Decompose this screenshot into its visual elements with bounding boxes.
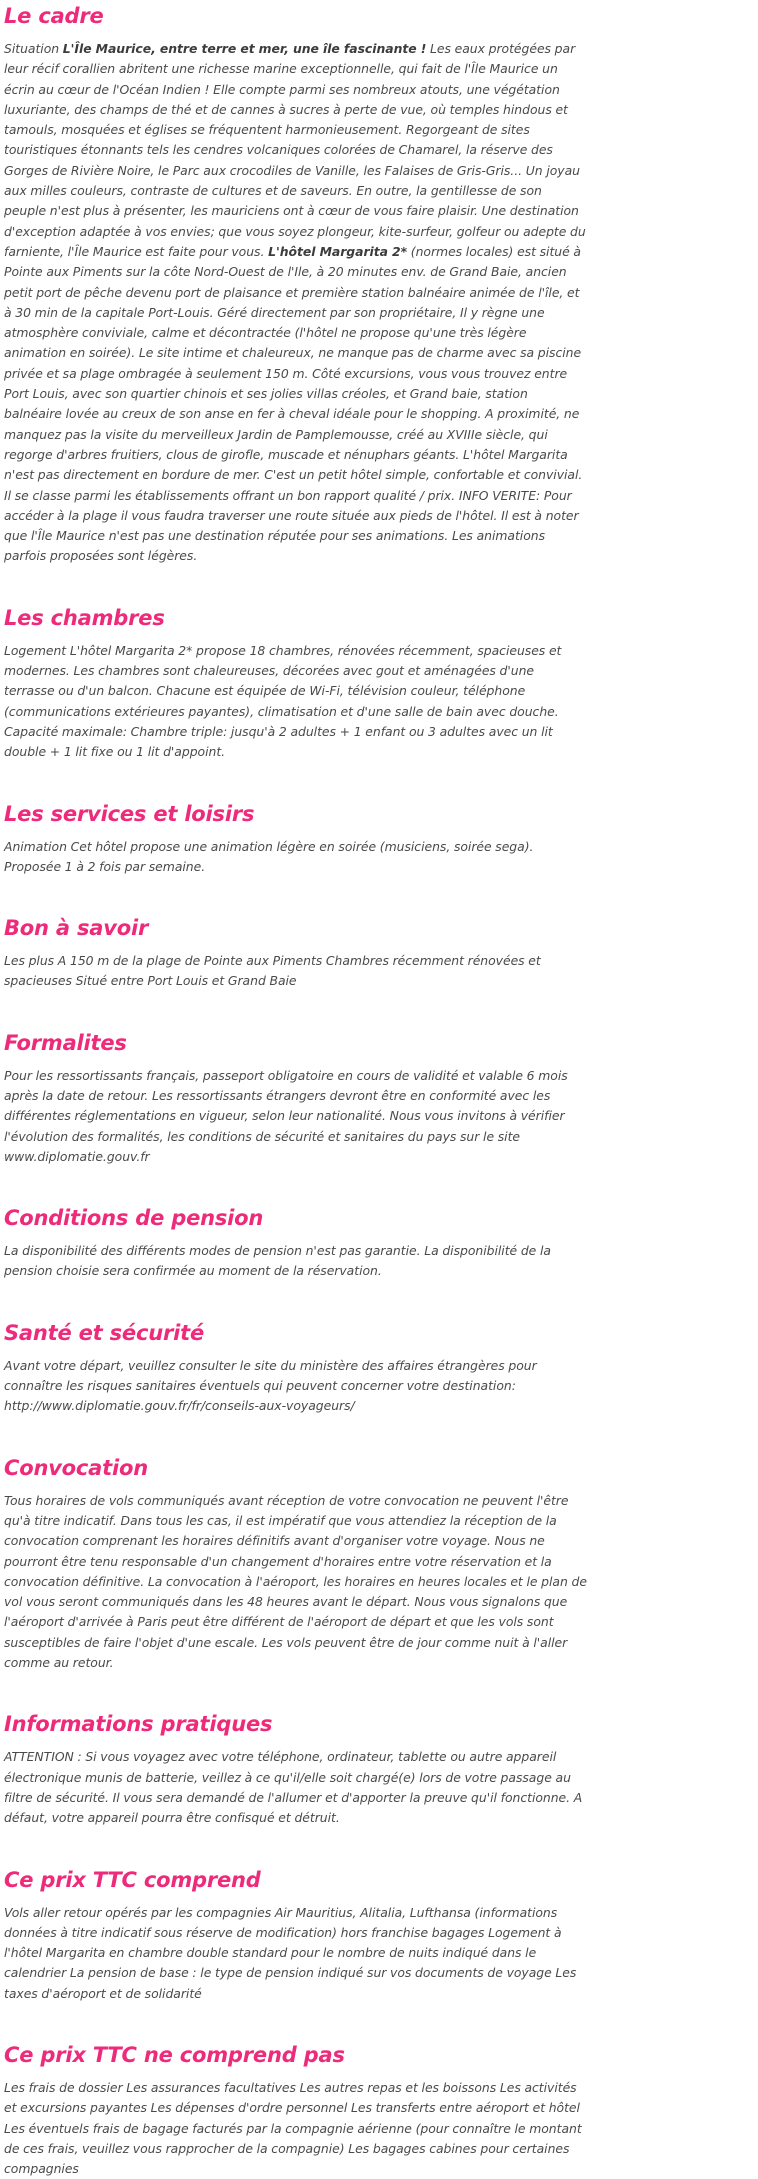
section-bon-a-savoir: [4, 916, 758, 992]
section-sante-et-securite: [4, 1321, 758, 1417]
section-body-convocation: Tous horaires de vols communiqués avant réception de votre convocation ne peuvent l'être qu'à titre indicatif. Dans tous les cas, il est impératif que vous attendiez la réception de la convocation comprenant les horaires définitifs avant d'organiser votre voyage. Nous ne pourront être tenu responsable d'un changement d'horaires entre votre réservation et la convocation définitive. La convocation à l'aéroport, les horaires en heures locales et le plan de vol vous seront communiqués dans les 48 heures avant le départ. Nous vous signalons que l'aéroport d'arrivée à Paris peut être différent de l'aéroport de départ et que les vols sont susceptibles de faire l'objet d'une escale. Les vols peuvent être de jour comme nuit à l'aller comme au retour.: [4, 1492, 587, 1671]
spacer: [4, 992, 758, 1031]
section-title-les-chambres: Les chambres: [4, 605, 165, 630]
spacer: [4, 2004, 758, 2043]
section-formalites: [4, 1031, 758, 1167]
section-body-informations-pratiques: ATTENTION : Si vous voyagez avec votre téléphone, ordinateur, tablette ou autre appareil électronique munis de batterie, veillez à ce qu'il/elle soit chargé(e) lors de votre passage au filtre de sécurité. Il vous sera demandé de l'allumer et d'apporter la preuve qu'il fonctionne. A défaut, votre appareil pourra être confisqué et détruit.: [4, 1749, 583, 1826]
section-title-ce-prix-ttc-ne-comprend-pas: Ce prix TTC ne comprend pas: [4, 2043, 345, 2067]
spacer: [4, 1417, 758, 1456]
section-title-les-services-et-loisirs: Les services et loisirs: [4, 801, 255, 826]
section-le-cadre: [4, 4, 758, 567]
section-convocation: [4, 1456, 758, 1674]
section-title-conditions-de-pension: Conditions de pension: [4, 1206, 264, 1231]
section-body-formalites: Pour les ressortissants français, passeport obligatoire en cours de validité et valable 6 mois après la date de retour. Les ressortissants étrangers devront être en conformité avec les différentes réglementations en vigueur, selon leur nationalité. Nous vous invitons à vérifier l'évolution des formalités, les conditions de sécurité et sanitaires du pays sur le site www.diplomatie.gouv.fr: [4, 1067, 568, 1164]
section-body-les-services-et-loisirs: Animation Cet hôtel propose une animation légère en soirée (musiciens, soirée sega). Proposée 1 à 2 fois par semaine.: [4, 838, 534, 874]
section-title-convocation: Convocation: [4, 1455, 148, 1480]
section-title-le-cadre: Le cadre: [4, 4, 104, 28]
spacer: [4, 1673, 758, 1712]
spacer: [4, 1829, 758, 1868]
section-body-conditions-de-pension: La disponibilité des différents modes de pension n'est pas garantie. La disponibilité de la pension choisie sera confirmée au moment de la réservation.: [4, 1243, 551, 1279]
section-les-services-et-loisirs: [4, 802, 758, 878]
section-body-les-chambres: Logement L'hôtel Margarita 2* propose 18 chambres, rénovées récemment, spacieuses et modernes. Les chambres sont chaleureuses, décorées avec gout et aménagées d'une terrasse ou d'un balcon. Chacune est équipée de Wi-Fi, télévision couleur, téléphone (communications extérieures payantes), climatisation et d'une salle de bain avec douche. Capacité maximale: Chambre triple: jusqu'à 2 adultes + 1 enfant ou 3 adultes avec un lit double + 1 lit fixe ou 1 lit d'appoint.: [4, 642, 562, 760]
section-body-bon-a-savoir: Les plus A 150 m de la plage de Pointe aux Piments Chambres récemment rénovées et spacieuses Situé entre Port Louis et Grand Baie: [4, 953, 541, 989]
section-title-formalites: Formalites: [4, 1030, 127, 1055]
section-title-ce-prix-ttc-comprend: Ce prix TTC comprend: [4, 1867, 261, 1892]
section-body-le-cadre: Situation L'Île Maurice, entre terre et mer, une île fascinante ! Les eaux protégées par leur récif corallien abritent une richesse marine exceptionnelle, qui fait de l'Île Maurice un écrin au cœur de l'Océan Indien ! Elle compte parmi ses nombreux atouts, une végétation luxuriante, des champs de thé et de cannes à sucres à perte de vue, où temples hindous et tamouls, mosquées et églises se fréquentent harmonieusement. Regorgeant de sites touristiques étonnants tels les cendres volcaniques colorées de Chamarel, la réserve des Gorges de Rivière Noire, le Parc aux crocodiles de Vanille, les Falaises de Gris-Gris... Un joyau aux milles couleurs, contraste de cultures et de saveurs. En outre, la gentillesse de son peuple n'est plus à présenter, les mauriciens ont à cœur de vous faire plaisir. Une destination d'exception adaptée à vos envies; que vous soyez plongeur, kite-surfeur, golfeur ou adepte du farniente, l'Île Maurice est faite pour vous. L'hôtel Margarita 2* (normes locales) est situé à Pointe aux Piments sur la côte Nord-Ouest de l'Ile, à 20 minutes env. de Grand Baie, ancien petit port de pêche devenu port de plaisance et première station balnéaire animée de l'île, et à 30 min de la capitale Port-Louis. Géré directement par son propriétaire, Il y règne une atmosphère conviviale, calme et décontractée (l'hôtel ne propose qu'une très légère animation en soirée). Le site intime et chaleureux, ne manque pas de charme avec sa piscine privée et sa plage ombragée à seulement 150 m. Côté excursions, vous vous trouvez entre Port Louis, avec son quartier chinois et ses jolies villas créoles, et Grand baie, station balnéaire lovée au creux de son anse en fer à cheval idéale pour le shopping. A proximité, ne manquez pas la visite du merveilleux Jardin de Pamplemousse, créé au XVIIIe siècle, qui regorge d'arbres fruitiers, clous de girofle, muscade et nénuphars géants. L'hôtel Margarita n'est pas directement en bordure de mer. C'est un petit hôtel simple, confortable et convivial. Il se classe parmi les établissements offrant un bon rapport qualité / prix. INFO VERITE: Pour accéder à la plage il vous faudra traverser une route située aux pieds de l'hôtel. Il est à noter que l'Île Maurice n'est pas une destination réputée pour ses animations. Les animations parfois proposées sont légères.: [4, 41, 586, 564]
section-body-ce-prix-ttc-comprend: Vols aller retour opérés par les compagnies Air Mauritius, Alitalia, Lufthansa (informations données à titre indicatif sous réserve de modification) hors franchise bagages Logement à l'hôtel Margarita en chambre double standard pour le nombre de nuits indiqué dans le calendrier La pension de base : le type de pension indiqué sur vos documents de voyage Les taxes d'aéroport et de solidarité: [4, 1904, 577, 2001]
section-les-chambres: [4, 606, 758, 763]
spacer: [4, 1167, 758, 1206]
section-informations-pratiques: [4, 1712, 758, 1828]
spacer: [4, 1282, 758, 1321]
spacer: [4, 567, 758, 606]
section-ce-prix-ttc-ne-comprend-pas: [4, 2043, 758, 2179]
section-body-ce-prix-ttc-ne-comprend-pas: Les frais de dossier Les assurances facultatives Les autres repas et les boissons Les activités et excursions payantes Les dépenses d'ordre personnel Les transferts entre aéroport et hôtel Les éventuels frais de bagage facturés par la compagnie aérienne (pour connaître le montant de ces frais, veuillez vous rapprocher de la compagnie) Les bagages cabines pour certaines compagnies: [4, 2080, 582, 2177]
section-title-sante-et-securite: Santé et sécurité: [4, 1320, 205, 1345]
spacer: [4, 877, 758, 916]
section-title-informations-pratiques: Informations pratiques: [4, 1712, 273, 1737]
spacer: [4, 763, 758, 802]
section-conditions-de-pension: [4, 1206, 758, 1282]
section-body-sante-et-securite: Avant votre départ, veuillez consulter le site du ministère des affaires étrangères pour connaître les risques sanitaires éventuels qui peuvent concerner votre destination: http://www.diplomatie.gouv.fr/fr/conseils-aux-voyageurs/: [4, 1357, 537, 1414]
section-ce-prix-ttc-comprend: [4, 1868, 758, 2004]
section-title-bon-a-savoir: Bon à savoir: [4, 916, 149, 941]
